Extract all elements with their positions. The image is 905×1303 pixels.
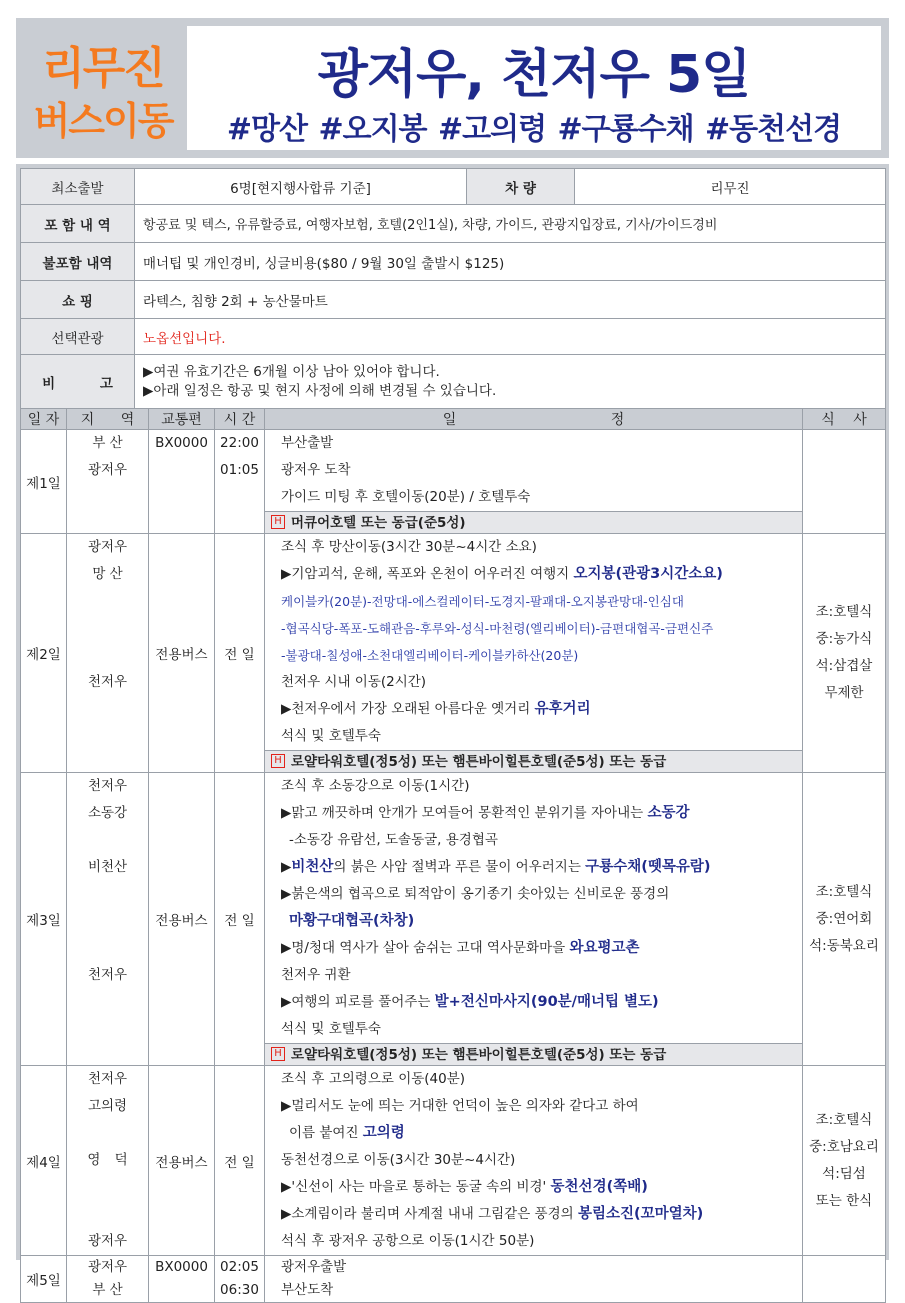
day1-time-1: 22:00 xyxy=(220,435,259,451)
optional-label: 선택관광 xyxy=(21,319,135,355)
hashtags: #망산 #오지봉 #고의령 #구룡수채 #동천선경 xyxy=(226,112,842,147)
day1-plan-3: 가이드 미팅 후 호텔이동(20분) / 호텔투숙 xyxy=(281,489,531,505)
day3-plan-4-text: 의 붉은 사암 절벽과 푸른 물이 어우러지는 xyxy=(333,859,586,875)
day3-hotel xyxy=(265,1043,802,1065)
day2-time: 전 일 xyxy=(215,534,265,773)
day2-plan-7 xyxy=(273,696,802,723)
day3-plan-6: 마황구대협곡(차창) xyxy=(289,913,415,929)
min-departure-label: 최소출발 xyxy=(21,169,135,205)
day5-region-2: 부 산 xyxy=(92,1282,123,1298)
day3-plan-2 xyxy=(273,800,802,827)
day1-plan-2: 광저우 도착 xyxy=(281,462,351,478)
day1-transport xyxy=(149,430,215,534)
hotel-icon: H xyxy=(271,515,285,529)
day4-plan-3 xyxy=(273,1120,802,1147)
day5-time-2: 06:30 xyxy=(220,1282,259,1298)
day5-times xyxy=(215,1256,265,1303)
day5-transport xyxy=(149,1256,215,1303)
note-line-1: ▶여권 유효기간은 6개월 이상 남아 있어야 합니다. xyxy=(143,363,440,380)
header-day: 일 자 xyxy=(21,409,67,430)
header-time: 시 간 xyxy=(215,409,265,430)
schedule-table xyxy=(20,408,886,1303)
day3-plan-8: 천저우 귀환 xyxy=(281,967,351,983)
day2-plan-1: 조식 후 망산이동(3시간 30분~4시간 소요) xyxy=(281,539,537,555)
day2-plan-2-highlight: 오지봉(관광3시간소요) xyxy=(573,566,723,582)
day5-regions xyxy=(67,1256,149,1303)
day1-hotel-name: 머큐어호텔 또는 동급(준5성) xyxy=(291,515,466,531)
day2-plan xyxy=(265,534,803,773)
vehicle-value: 리무진 xyxy=(575,169,886,205)
day3-region-2: 소동강 xyxy=(87,805,128,821)
day4-plan-6 xyxy=(273,1201,802,1228)
day2-plan-4: -협곡식당-폭포-도해관음-후루와-성식-마천령(엘리베이터)-금편대협곡-금편신주 xyxy=(281,621,714,636)
day3-plan-4 xyxy=(273,854,802,881)
day3-plan-9 xyxy=(273,989,802,1016)
included-label: 포 함 내 역 xyxy=(21,205,135,243)
day3-plan-5: ▶붉은색의 협곡으로 퇴적암이 옹기종기 솟아있는 신비로운 풍경의 xyxy=(281,886,670,902)
day3-plan-2-text: ▶맑고 깨끗하며 안개가 모여들어 몽환적인 분위기를 자아내는 xyxy=(281,805,648,821)
vehicle-label: 차 량 xyxy=(467,169,575,205)
day5-flight: BX0000 xyxy=(155,1259,208,1275)
day4-plan-3-text: 이름 붙여진 xyxy=(289,1125,363,1141)
day1-regions xyxy=(67,430,149,534)
day3-region-3: 비천산 xyxy=(87,859,128,875)
day2-plan-3: 케이블카(20분)-전망대-에스컬레이터-도경지-팔괘대-오지봉관망대-인심대 xyxy=(281,594,684,609)
day2-region-3: 천저우 xyxy=(87,674,128,690)
day4-meal-4: 또는 한식 xyxy=(815,1192,873,1209)
hotel-icon: H xyxy=(271,1047,285,1061)
day3-plan-7 xyxy=(273,935,802,962)
day2-regions xyxy=(67,534,149,773)
day2-transport: 전용버스 xyxy=(149,534,215,773)
day3-meal xyxy=(803,773,886,1066)
day4-regions xyxy=(67,1066,149,1256)
day3-meal-1: 조:호텔식 xyxy=(815,883,873,900)
day4-row xyxy=(21,1066,886,1256)
hotel-icon: H xyxy=(271,754,285,768)
row-included xyxy=(21,205,886,243)
day3-plan-1: 조식 후 소동강으로 이동(1시간) xyxy=(281,778,470,794)
note-value xyxy=(135,355,886,409)
day2-hotel-name: 로얄타워호텔(정5성) 또는 햄튼바이힐튼호텔(준5성) 또는 동급 xyxy=(291,754,667,770)
day3-region-4: 천저우 xyxy=(87,967,128,983)
day4-time: 전 일 xyxy=(215,1066,265,1256)
day5-plan-1: 광저우출발 xyxy=(281,1259,347,1275)
day2-plan-6: 천저우 시내 이동(2시간) xyxy=(281,674,427,690)
day5-meal xyxy=(803,1256,886,1303)
day1-plan-1: 부산출발 xyxy=(281,435,334,451)
day4-plan-2: ▶멀리서도 눈에 띄는 거대한 언덕이 높은 의자와 같다고 하여 xyxy=(281,1098,639,1114)
title-box xyxy=(187,26,881,150)
day3-plan-3: -소동강 유람선, 도솔동굴, 용경협곡 xyxy=(289,832,498,848)
header-banner xyxy=(16,18,889,158)
day3-plan-4-highlight-2: 구룡수채(뗏목유람) xyxy=(585,859,711,875)
day3-plan-2-highlight: 소동강 xyxy=(647,805,690,821)
day2-meal-1: 조:호텔식 xyxy=(815,604,873,620)
day3-meal-2: 중:연어회 xyxy=(815,910,873,927)
day4-plan-3-highlight: 고의령 xyxy=(362,1125,405,1141)
day3-time: 전 일 xyxy=(215,773,265,1066)
day4-meal-1: 조:호텔식 xyxy=(815,1111,873,1128)
day4-plan-7: 석식 후 광저우 공항으로 이동(1시간 50분) xyxy=(281,1233,535,1249)
day3-plan-4-arrow: ▶ xyxy=(281,859,292,875)
page-title: 광저우, 천저우 5일 xyxy=(317,45,751,105)
row-min-departure xyxy=(21,169,886,205)
row-note xyxy=(21,355,886,409)
header-transport: 교통편 xyxy=(149,409,215,430)
day4-region-4: 광저우 xyxy=(87,1233,128,1249)
day3-meal-3: 석:동북요리 xyxy=(809,937,879,954)
day3-plan-9-highlight: 발+전신마사지(90분/매너팁 별도) xyxy=(434,994,659,1010)
day1-region-2: 광저우 xyxy=(87,462,128,478)
day4-plan-6-text: ▶소계림이라 불리며 사계절 내내 그림같은 풍경의 xyxy=(281,1206,578,1222)
day4-meal-2: 중:호남요리 xyxy=(809,1138,879,1155)
note-line-2: ▶아래 일정은 항공 및 현지 사정에 의해 변경될 수 있습니다. xyxy=(143,382,497,399)
day2-meal xyxy=(803,534,886,773)
day3-plan-10: 석식 및 호텔투숙 xyxy=(281,1021,381,1037)
info-table xyxy=(20,168,886,409)
day2-plan-8: 석식 및 호텔투숙 xyxy=(281,728,381,744)
day5-plan xyxy=(265,1256,803,1303)
day3-label: 제3일 xyxy=(21,773,67,1066)
day1-region-1: 부 산 xyxy=(92,435,123,451)
excluded-value: 매너팁 및 개인경비, 싱글비용($80 / 9월 30일 출발시 $125) xyxy=(135,243,886,281)
day3-regions xyxy=(67,773,149,1066)
note-label: 비 고 xyxy=(21,355,135,409)
day4-label: 제4일 xyxy=(21,1066,67,1256)
day2-plan-7-text: ▶천저우에서 가장 오래된 아름다운 옛거리 xyxy=(281,701,535,717)
day5-plan-2: 부산도착 xyxy=(281,1282,334,1298)
day4-plan xyxy=(265,1066,803,1256)
day3-transport: 전용버스 xyxy=(149,773,215,1066)
day4-plan-4: 동천선경으로 이동(3시간 30분~4시간) xyxy=(281,1152,516,1168)
optional-value: 노옵션입니다. xyxy=(135,319,886,355)
schedule-header-row xyxy=(21,409,886,430)
day2-plan-7-highlight: 유후거리 xyxy=(534,701,591,717)
day2-meal-3: 석:삼겹살 xyxy=(815,658,873,674)
day4-region-2: 고의령 xyxy=(87,1098,128,1114)
day2-meal-2: 중:농가식 xyxy=(815,631,873,647)
included-value: 항공료 및 텍스, 유류할증료, 여행자보험, 호텔(2인1실), 차량, 가이드, 관광지입장료, 기사/가이드경비 xyxy=(135,205,886,243)
row-shopping xyxy=(21,281,886,319)
day4-meal-3: 석:딤섬 xyxy=(822,1165,866,1182)
day1-hotel xyxy=(265,511,802,533)
day4-transport: 전용버스 xyxy=(149,1066,215,1256)
day4-plan-5-text: ▶'신선이 사는 마을로 통하는 동굴 속의 비경' xyxy=(281,1179,551,1195)
day1-meal xyxy=(803,430,886,534)
day3-hotel-name: 로얄타워호텔(정5성) 또는 햄튼바이힐튼호텔(준5성) 또는 동급 xyxy=(291,1047,667,1063)
day2-label: 제2일 xyxy=(21,534,67,773)
day2-plan-2 xyxy=(273,561,802,588)
logo-text-limousine: 리무진 xyxy=(42,43,164,94)
day5-time-1: 02:05 xyxy=(220,1259,259,1275)
day1-label: 제1일 xyxy=(21,430,67,534)
day1-row xyxy=(21,430,886,534)
day4-region-1: 천저우 xyxy=(87,1071,128,1087)
day2-hotel xyxy=(265,750,802,772)
header-region: 지 역 xyxy=(67,409,149,430)
brand-logo xyxy=(24,26,179,150)
day3-plan-9-text: ▶여행의 피로를 풀어주는 xyxy=(281,994,435,1010)
shopping-label: 쇼 핑 xyxy=(21,281,135,319)
day5-region-1: 광저우 xyxy=(87,1259,128,1275)
day1-time-2: 01:05 xyxy=(220,462,259,478)
day3-region-1: 천저우 xyxy=(87,778,128,794)
min-departure-value: 6명[현지행사합류 기준] xyxy=(135,169,467,205)
day3-plan-7-text: ▶명/청대 역사가 살아 숨쉬는 고대 역사문화마을 xyxy=(281,940,570,956)
day2-plan-5: -불광대-칠성애-소천대엘리베이터-케이블카하산(20분) xyxy=(281,648,579,663)
day1-flight: BX0000 xyxy=(155,435,208,451)
day3-plan-7-highlight: 와요평고촌 xyxy=(569,940,640,956)
row-excluded xyxy=(21,243,886,281)
day4-plan-6-highlight: 봉림소진(꼬마열차) xyxy=(577,1206,704,1222)
shopping-value: 라텍스, 침향 2회 + 농산물마트 xyxy=(135,281,886,319)
day1-times xyxy=(215,430,265,534)
header-plan: 일 정 xyxy=(265,409,803,430)
day4-meal xyxy=(803,1066,886,1256)
day3-plan-4-highlight-1: 비천산 xyxy=(291,859,334,875)
day2-region-1: 광저우 xyxy=(87,539,128,555)
header-meal: 식 사 xyxy=(803,409,886,430)
day3-row xyxy=(21,773,886,1066)
day2-plan-2-text: ▶기암괴석, 운해, 폭포와 온천이 어우러진 여행지 xyxy=(281,566,574,582)
day1-plan xyxy=(265,430,803,534)
day4-plan-1: 조식 후 고의령으로 이동(40분) xyxy=(281,1071,466,1087)
excluded-label: 불포함 내역 xyxy=(21,243,135,281)
day2-row xyxy=(21,534,886,773)
day2-region-2: 망 산 xyxy=(92,566,123,582)
day5-label: 제5일 xyxy=(21,1256,67,1303)
day4-region-3: 영 덕 xyxy=(87,1152,128,1168)
logo-text-bus: 버스이동 xyxy=(33,99,173,143)
day5-row xyxy=(21,1256,886,1303)
row-optional xyxy=(21,319,886,355)
day4-plan-5 xyxy=(273,1174,802,1201)
day3-plan xyxy=(265,773,803,1066)
day4-plan-5-highlight: 동천선경(쪽배) xyxy=(550,1179,648,1195)
day2-meal-4: 무제한 xyxy=(824,685,864,701)
